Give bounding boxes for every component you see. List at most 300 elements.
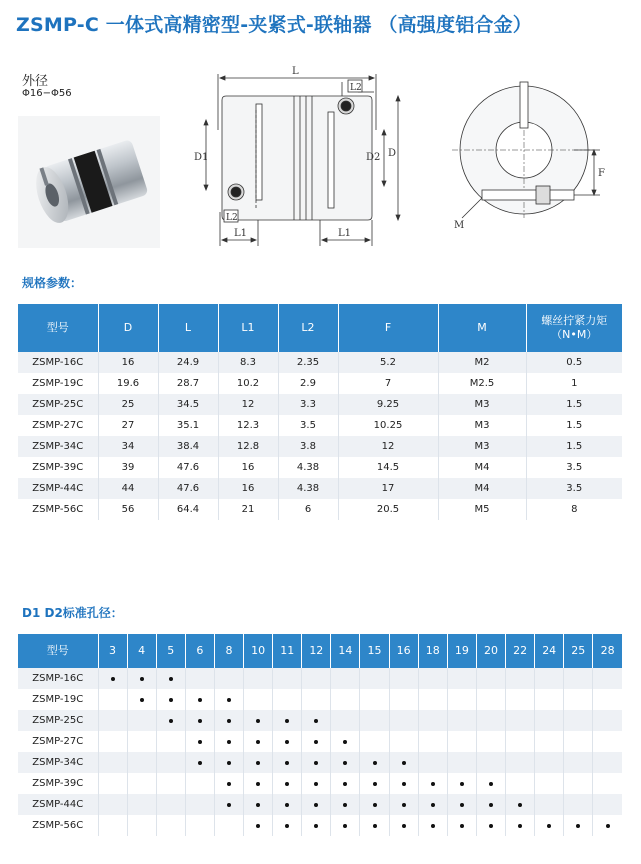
bore-availability-cell [506,710,535,731]
bore-availability-cell [185,731,214,752]
bore-availability-cell [389,689,418,710]
spec-cell: 21 [218,499,278,520]
available-dot-icon [373,761,377,765]
available-dot-icon [169,677,173,681]
bore-availability-cell [418,815,447,836]
bore-availability-cell [185,752,214,773]
bore-size-header: 8 [214,634,243,668]
available-dot-icon [402,803,406,807]
bore-availability-cell [447,773,476,794]
table-row [18,352,622,373]
spec-cell: 34.5 [158,394,218,415]
bore-model-cell: ZSMP-27C [18,731,98,752]
bore-availability-cell [593,710,622,731]
bore-availability-cell [389,731,418,752]
spec-cell: ZSMP-44C [18,478,98,499]
bore-availability-cell [418,794,447,815]
bore-model-cell: ZSMP-39C [18,773,98,794]
bore-availability-cell [506,668,535,689]
spec-cell: 24.9 [158,352,218,373]
bore-availability-cell [302,710,331,731]
spec-cell: 16 [218,478,278,499]
bore-availability-cell [535,668,564,689]
dim-label-L: L [292,66,299,77]
available-dot-icon [227,761,231,765]
spec-cell: 17 [338,478,438,499]
bore-availability-cell [360,731,389,752]
bore-availability-cell [273,794,302,815]
spec-header-cell: L2 [278,304,338,352]
spec-cell: 1.5 [566,420,583,431]
bore-size-header: 20 [476,634,505,668]
bore-size-header: 10 [244,634,273,668]
bore-availability-cell [98,710,127,731]
bore-availability-cell [389,710,418,731]
bore-availability-cell [447,689,476,710]
spec-cell: 12.3 [218,415,278,436]
bore-availability-cell [244,731,273,752]
bore-availability-cell [185,689,214,710]
spec-cell: 25 [98,394,158,415]
bore-availability-cell [185,773,214,794]
bore-availability-cell [389,794,418,815]
available-dot-icon [227,740,231,744]
bore-model-header: 型号 [18,634,98,668]
spec-cell: 1.5 [526,394,622,415]
bore-availability-cell [273,668,302,689]
bore-availability-cell [331,752,360,773]
spec-cell: 27 [98,415,158,436]
available-dot-icon [198,761,202,765]
bore-size-header: 24 [535,634,564,668]
coupling-photo-icon [18,116,160,248]
bore-availability-cell [214,689,243,710]
available-dot-icon [489,782,493,786]
available-dot-icon [111,677,115,681]
bore-availability-cell [214,731,243,752]
available-dot-icon [227,698,231,702]
bore-availability-cell [418,731,447,752]
bore-availability-cell [564,689,593,710]
bore-availability-cell [302,689,331,710]
spec-cell: 2.9 [278,373,338,394]
bore-availability-cell [535,752,564,773]
dim-label-L1-right: L1 [338,228,352,239]
bore-availability-cell [331,689,360,710]
available-dot-icon [431,803,435,807]
bore-availability-cell [127,773,156,794]
spec-cell: M5 [438,499,526,520]
bore-availability-cell [127,731,156,752]
bore-availability-cell [127,668,156,689]
bore-availability-cell [360,710,389,731]
bore-availability-cell [244,689,273,710]
spec-cell: 3.5 [566,462,583,473]
available-dot-icon [373,803,377,807]
spec-cell: 10.2 [218,373,278,394]
bore-availability-cell [476,773,505,794]
table-row [18,478,622,499]
bore-availability-cell [185,668,214,689]
spec-cell: 19.6 [98,373,158,394]
bore-availability-cell [273,815,302,836]
table-row [18,710,622,731]
table-row [18,457,622,478]
available-dot-icon [227,782,231,786]
bore-availability-cell [447,815,476,836]
bore-availability-cell [273,689,302,710]
bore-availability-cell [214,668,243,689]
spec-cell: 10.25 [338,415,438,436]
spec-cell: M3 [438,415,526,436]
available-dot-icon [606,824,610,828]
bore-size-header: 12 [302,634,331,668]
spec-cell: 7 [338,373,438,394]
spec-table-header [18,304,622,352]
bore-availability-cell [360,773,389,794]
spec-cell: 2.35 [278,352,338,373]
bore-availability-cell [302,794,331,815]
spec-header-cell: F [338,304,438,352]
available-dot-icon [314,761,318,765]
coupling-end-drawing [452,78,612,248]
available-dot-icon [343,782,347,786]
bore-availability-cell [447,731,476,752]
bore-availability-cell [244,752,273,773]
bore-availability-cell [273,731,302,752]
bore-availability-cell [418,710,447,731]
bore-size-header: 3 [98,634,127,668]
bore-availability-cell [564,815,593,836]
bore-availability-cell [506,731,535,752]
bore-availability-cell [564,794,593,815]
bore-availability-cell [476,731,505,752]
bore-availability-cell [302,815,331,836]
bore-availability-cell [447,752,476,773]
outer-diameter-range: Φ16−Φ56 [22,88,72,99]
bore-availability-cell [156,731,185,752]
spec-cell: 64.4 [158,499,218,520]
bore-size-header: 16 [389,634,418,668]
bore-availability-cell [535,794,564,815]
table-row [18,373,622,394]
bore-availability-cell [360,689,389,710]
available-dot-icon [460,824,464,828]
bore-availability-cell [127,794,156,815]
available-dot-icon [285,824,289,828]
bore-availability-cell [389,815,418,836]
bore-availability-cell [389,668,418,689]
spec-cell: ZSMP-19C [18,373,98,394]
bore-availability-cell [331,668,360,689]
table-row [18,499,622,520]
spec-cell: 12.8 [218,436,278,457]
bore-availability-cell [593,752,622,773]
bore-availability-cell [302,773,331,794]
bore-model-cell: ZSMP-16C [18,668,98,689]
available-dot-icon [431,824,435,828]
bore-size-header: 19 [447,634,476,668]
spec-cell: 3.5 [526,478,622,499]
bore-availability-cell [476,689,505,710]
available-dot-icon [169,719,173,723]
available-dot-icon [402,782,406,786]
bore-availability-cell [360,815,389,836]
spec-cell: 4.38 [278,457,338,478]
available-dot-icon [198,740,202,744]
available-dot-icon [547,824,551,828]
bore-availability-cell [418,752,447,773]
available-dot-icon [402,824,406,828]
bore-availability-cell [535,710,564,731]
available-dot-icon [314,740,318,744]
spec-cell: 47.6 [158,478,218,499]
bore-table-header [18,634,622,668]
spec-cell: ZSMP-25C [18,394,98,415]
bore-availability-cell [447,668,476,689]
spec-cell: 1.5 [526,436,622,457]
bore-availability-cell [564,668,593,689]
bore-availability-cell [127,815,156,836]
dim-label-D2: D2 [366,152,381,163]
spec-header-cell: 型号 [18,304,98,352]
available-dot-icon [169,698,173,702]
bore-availability-cell [331,731,360,752]
spec-cell: 56 [98,499,158,520]
bore-size-header: 5 [156,634,185,668]
spec-cell: 6 [278,499,338,520]
available-dot-icon [285,740,289,744]
spec-cell: 12 [338,436,438,457]
spec-cell: ZSMP-56C [18,499,98,520]
bore-availability-cell [476,815,505,836]
bore-availability-cell [244,668,273,689]
bore-availability-cell [506,752,535,773]
spec-cell: 34 [98,436,158,457]
bore-availability-cell [360,668,389,689]
spec-cell: M3 [438,394,526,415]
table-row [18,794,622,815]
spec-cell: 16 [98,352,158,373]
available-dot-icon [256,740,260,744]
available-dot-icon [314,824,318,828]
bore-availability-cell [214,773,243,794]
bore-availability-cell [98,773,127,794]
bore-size-header: 6 [185,634,214,668]
available-dot-icon [227,719,231,723]
dim-label-D: D [388,148,397,159]
table-row [18,752,622,773]
bore-availability-cell [535,815,564,836]
bore-availability-cell [244,710,273,731]
coupling-side-drawing [196,60,408,260]
bore-availability-cell [389,773,418,794]
spec-cell: 47.6 [158,457,218,478]
bore-table [18,634,622,836]
bore-availability-cell [506,794,535,815]
spec-cell: ZSMP-39C [18,457,98,478]
available-dot-icon [285,719,289,723]
bore-availability-cell [564,752,593,773]
bore-availability-cell [331,773,360,794]
bore-availability-cell [156,668,185,689]
bore-availability-cell [156,752,185,773]
available-dot-icon [343,740,347,744]
bore-availability-cell [389,752,418,773]
bore-model-cell: ZSMP-56C [18,815,98,836]
table-row [18,436,622,457]
bore-availability-cell [360,752,389,773]
available-dot-icon [343,761,347,765]
bore-availability-cell [156,815,185,836]
page-title: ZSMP-C 一体式高精密型-夹紧式-联轴器 （高强度铝合金） [16,14,532,36]
available-dot-icon [256,761,260,765]
available-dot-icon [314,782,318,786]
available-dot-icon [402,761,406,765]
available-dot-icon [140,677,144,681]
bore-availability-cell [564,773,593,794]
bore-availability-cell [185,794,214,815]
bore-availability-cell [418,689,447,710]
bore-availability-cell [418,773,447,794]
bore-availability-cell [564,710,593,731]
available-dot-icon [489,803,493,807]
spec-cell: 4.38 [278,478,338,499]
spec-header-cell: M [438,304,526,352]
table-row [18,668,622,689]
dim-label-F: F [598,168,605,179]
spec-header-cell: D [98,304,158,352]
bore-size-header: 11 [273,634,302,668]
available-dot-icon [343,803,347,807]
bore-availability-cell [156,794,185,815]
bore-availability-cell [156,689,185,710]
bore-availability-cell [98,794,127,815]
bore-availability-cell [302,731,331,752]
spec-cell: 3.8 [278,436,338,457]
bore-availability-cell [244,773,273,794]
spec-cell: M2.5 [438,373,526,394]
bore-availability-cell [476,752,505,773]
available-dot-icon [314,803,318,807]
table-row [18,394,622,415]
bore-availability-cell [476,668,505,689]
available-dot-icon [518,824,522,828]
spec-cell: 8.3 [218,352,278,373]
bore-availability-cell [98,752,127,773]
bore-size-header: 15 [360,634,389,668]
bore-availability-cell [302,752,331,773]
bore-size-header: 25 [564,634,593,668]
bore-availability-cell [273,773,302,794]
bore-availability-cell [476,794,505,815]
bore-availability-cell [506,773,535,794]
spec-cell: M2 [438,352,526,373]
spec-cell: 44 [98,478,158,499]
bore-availability-cell [593,689,622,710]
bore-availability-cell [156,710,185,731]
bore-model-cell: ZSMP-19C [18,689,98,710]
bore-availability-cell [273,752,302,773]
spec-cell: 35.1 [158,415,218,436]
spec-cell: 3.5 [278,415,338,436]
dim-label-L2-top: L2 [350,83,362,93]
bore-availability-cell [185,710,214,731]
bore-availability-cell [244,815,273,836]
bore-size-header: 22 [506,634,535,668]
bore-model-cell: ZSMP-25C [18,710,98,731]
available-dot-icon [373,782,377,786]
bore-availability-cell [418,668,447,689]
bore-availability-cell [506,689,535,710]
bore-availability-cell [564,731,593,752]
bore-availability-cell [127,710,156,731]
spec-cell: 5.2 [338,352,438,373]
bore-availability-cell [127,752,156,773]
available-dot-icon [489,824,493,828]
bore-availability-cell [331,815,360,836]
dim-label-D1: D1 [194,152,209,163]
table-row [18,689,622,710]
available-dot-icon [460,803,464,807]
table-row [18,731,622,752]
spec-cell: 0.5 [526,352,622,373]
spec-cell: 16 [218,457,278,478]
bore-availability-cell [360,794,389,815]
bore-availability-cell [593,794,622,815]
bore-availability-cell [98,689,127,710]
table-row [18,415,622,436]
bore-availability-cell [593,668,622,689]
spec-cell: 3.3 [278,394,338,415]
spec-cell: 39 [98,457,158,478]
available-dot-icon [314,719,318,723]
available-dot-icon [343,824,347,828]
bore-availability-cell [447,710,476,731]
spec-cell: 9.25 [338,394,438,415]
bore-size-header: 18 [418,634,447,668]
available-dot-icon [256,803,260,807]
available-dot-icon [227,803,231,807]
spec-cell: 12 [218,394,278,415]
spec-header-cell: 螺丝拧紧力矩 （N•M） [526,304,622,352]
available-dot-icon [460,782,464,786]
bore-availability-cell [273,710,302,731]
dim-label-L2-bottom: L2 [226,213,238,223]
outer-diameter-label: 外径 [22,74,49,89]
available-dot-icon [431,782,435,786]
available-dot-icon [576,824,580,828]
bore-availability-cell [535,773,564,794]
available-dot-icon [285,782,289,786]
spec-cell: 8 [571,504,578,515]
available-dot-icon [256,719,260,723]
bore-availability-cell [535,731,564,752]
bore-availability-cell [302,668,331,689]
bore-model-cell: ZSMP-44C [18,794,98,815]
available-dot-icon [285,803,289,807]
spec-header-cell: L1 [218,304,278,352]
bore-availability-cell [593,815,622,836]
bore-availability-cell [476,710,505,731]
available-dot-icon [518,803,522,807]
bore-availability-cell [593,773,622,794]
spec-cell: ZSMP-34C [18,436,98,457]
spec-cell: 38.4 [158,436,218,457]
spec-cell: ZSMP-16C [18,352,98,373]
spec-cell: 1 [571,378,578,389]
spec-cell: ZSMP-27C [18,415,98,436]
